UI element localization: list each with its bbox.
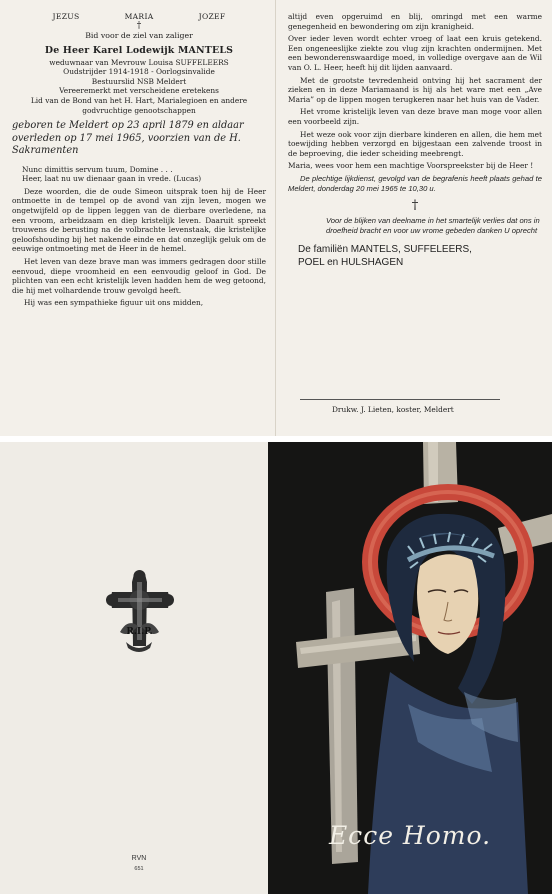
cover-title: Ecce Homo. xyxy=(328,821,492,850)
name-maria: MARIA xyxy=(124,12,154,21)
card-back-panel xyxy=(0,442,268,894)
deceased-name: De Heer Karel Lodewijk MANTELS xyxy=(44,44,234,56)
rip-cross-icon xyxy=(106,570,174,652)
name-jozef: JOZEF xyxy=(198,12,226,21)
ecce-homo-illustration xyxy=(268,442,552,894)
inner-paragraph-1: altijd even opgeruimd en blij, omringd met een warme genegenheid en bewondering om zijn kranigheid. xyxy=(288,12,542,31)
publisher-mark: RVN xyxy=(131,855,147,862)
holy-names xyxy=(30,12,248,21)
inner-paragraph-3: Met de grootste tevredenheid ontving hij het sacrament der zieken en in deze Mariamaand is hij als het ware met een „Ave Maria” op de lippen mogen terugkeren naar het huis van de Vader. xyxy=(288,75,542,104)
inner-paragraph-5: Het weze ook voor zijn dierbare kinderen en allen, die hem met toewijding hebben verzorgd en bijgestaan een zalvende troost in de beproeving, die ieder scheiding meebrengt. xyxy=(288,129,542,158)
member-line: Lid van de Bond van het H. Hart, Marialegioen en andere godvruchtige genootschappen xyxy=(30,95,248,115)
rip-text: R.I.P. xyxy=(126,627,153,637)
name-jezus: JEZUS xyxy=(52,12,80,21)
thanks-text: Voor de blijken van deelname in het smartelijk verlies dat ons in droefheid bracht en voor uw vrome gebeden danken U oprecht xyxy=(326,216,540,235)
card-cover-panel xyxy=(268,442,552,894)
intro-line: Bid voor de ziel van zaliger xyxy=(85,31,193,40)
families-line-1: De familiën MANTELS, SUFFELEERS, xyxy=(298,244,472,256)
front-paragraph-1: Deze woorden, die de oude Simeon uitsprak toen hij de Heer ontmoette in de tempel op de avond van zijn leven, mogen we ongetwijfeld op de lippen leggen van de dierbare overledene, na een vroom, arbeidzaam en diep kristelijk leven. Daaruit spreekt trouwens de berusting na de volbrachte levenstaak, die kristelijke geloofshouding bij het nakende einde en dat onzeglijk geluk om de eeuwige ontmoeting met de Heer in de hemel. xyxy=(12,186,266,254)
funeral-notice: De plechtige lijkdienst, gevolgd van de begrafenis heeft plaats gehad te Meldert, donderdag 20 mei 1965 te 10,30 u. xyxy=(288,173,542,193)
families-line-2: POEL en HULSHAGEN xyxy=(298,257,404,269)
small-cross-icon: † xyxy=(136,21,142,31)
rip-emblem xyxy=(0,442,268,894)
inner-paragraph-2: Over ieder leven wordt echter vroeg of laat een kruis getekend. Een ongeneeslijke ziekte zou vlug zijn krachten ondermijnen. Met een bewonderenswaardige moed, in volledige overgave aan de Wil van O. L. Heer, heeft hij dit lijden aanvaard. xyxy=(288,34,542,72)
soldier-line: Oudstrijder 1914-1918 - Oorlogsinvalide xyxy=(63,67,215,77)
honours-line: Vereeremerkt met verscheidene eretekens xyxy=(59,86,219,96)
front-paragraph-3: Hij was een sympathieke figuur uit ons midden, xyxy=(24,298,204,308)
cross-icon: † xyxy=(411,198,419,214)
board-line: Bestuurslid NSB Meldert xyxy=(91,76,187,86)
divider-line xyxy=(300,399,500,400)
card-front-panel xyxy=(0,0,276,436)
publisher-code: 651 xyxy=(134,866,144,872)
birth-death-text: geboren te Meldert op 23 april 1879 en aldaar overleden op 17 mei 1965, voorzien van de H. Sakramenten xyxy=(12,120,244,157)
latin-translation: Heer, laat nu uw dienaar gaan in vrede. (Lucas) xyxy=(22,174,202,184)
inner-paragraph-4: Het vrome kristelijk leven van deze brave man moge voor allen een voorbeeld zijn. xyxy=(288,107,542,126)
printer-credit: Drukw. J. Lieten, koster, Meldert xyxy=(332,405,454,414)
card-inner-panel xyxy=(276,0,552,436)
latin-quote: Nunc dimittis servum tuum, Domine . . . xyxy=(22,164,173,174)
front-paragraph-2: Het leven van deze brave man was immers gedragen door stille eenvoud, diepe vroomheid en een eenvoudig geloof in God. De plichten van een echt kristelijk leven hadden hem de weg getoond, die hij met volhardende trouw gevolgd heeft. xyxy=(12,257,266,295)
inner-paragraph-6: Maria, wees voor hem een machtige Voorspreekster bij de Heer ! xyxy=(288,161,534,171)
widower-line: weduwnaar van Mevrouw Louisa SUFFELEERS xyxy=(49,57,229,67)
